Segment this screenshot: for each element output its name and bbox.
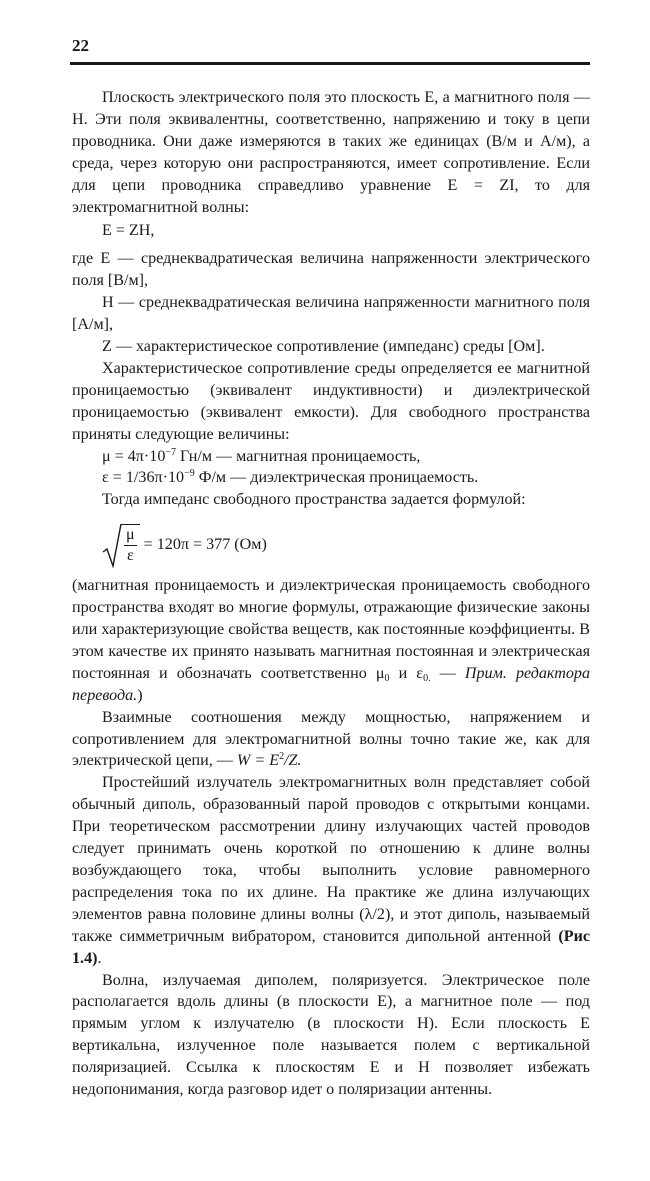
permittivity-label: Ф/м — диэлектрическая проницаемость.: [194, 469, 479, 487]
dipole-end: .: [97, 949, 102, 967]
formula-denominator: ε: [126, 547, 134, 565]
paragraph-editor-note: [72, 575, 590, 706]
power-formula-end: /Z.: [284, 752, 302, 770]
formula-fraction: [121, 524, 140, 566]
permittivity-line: [72, 467, 590, 489]
paragraph-polarization: Волна, излучаемая диполем, поляризуется. Электрическое поле располагается вдоль длины (в плоскости E), а магнитное поле — под прямым углом к излучателю (в плоскости H). Если плоскость E вертикальна, излученное поле называется полем с вертикальной поляризацией. Ссылка к плоскостям E и H позволяет избежать недопонимания, когда разговор идет о поляризации антенны.: [72, 971, 590, 1099]
paragraph-dipole: [72, 772, 590, 969]
paragraph-field-planes: Плоскость электрического поля это плоскость E, а магнитного поля — H. Эти поля эквивалентны, соответственно, напряжению и току в цепи проводника. Они даже измеряются в таких же единицах (В/м и А/м), а среда, через которую они распространяются, имеет сопротивление. Если для цепи проводника справедливо уравнение E = ZI, то для электромагнитной волны:: [72, 89, 590, 216]
editor-note-and: и ε: [389, 664, 424, 682]
mu-subscript: 0: [384, 672, 390, 684]
dipole-text: Простейший излучатель электромагнитных волн представляет собой обычный диполь, образованный парой проводов с открытыми концами. При теоретическом рассмотрении длину излучающих частей проводов следует принимать очень короткой по отношению к длине волны возбуждающего тока, чтобы выполнить условие равномерного распределения тока по их длине. На практике же длина излучающих элементов равна половине длины волны (λ/2), и этот диполь, называемый также симметричным вибратором, становится дипольной антенной: [72, 774, 590, 945]
permeability-line: [72, 446, 590, 468]
editor-note-dash: —: [430, 664, 465, 682]
editor-note-close: ): [137, 686, 143, 704]
paragraph-characteristic-impedance: Характеристическое сопротивление среды определяется ее магнитной проницаемостью (эквивалент индуктивности) и диэлектрической проницаемостью (эквивалент емкости). Для свободного пространства приняты следующие величины:: [72, 359, 590, 443]
impedance-formula: [72, 517, 590, 573]
definition-e: где E — среднеквадратическая величина напряженности электрического поля [В/м],: [72, 250, 590, 290]
formula-numerator: μ: [124, 525, 137, 546]
definition-h: H — среднеквадратическая величина напряженности магнитного поля [А/м],: [72, 294, 590, 334]
permittivity-exponent: −9: [184, 468, 195, 480]
power-relations-text: Взаимные соотношения между мощностью, напряжением и сопротивлением для электромагнитной волны точно такие же, как для электрической цепи, —: [72, 708, 590, 770]
editor-note-attribution: Прим. редактора перевода.: [72, 664, 591, 704]
epsilon-subscript: 0.: [423, 672, 431, 684]
definition-z: Z — характеристическое сопротивление (импеданс) среды [Ом].: [102, 337, 545, 355]
paragraph-impedance-formula-intro: Тогда импеданс свободного пространства задается формулой:: [102, 491, 526, 509]
permittivity-value: ε = 1/36π·10: [102, 469, 185, 487]
formula-result: = 120π = 377 (Ом): [143, 536, 267, 554]
header-rule: [70, 62, 590, 65]
page-body: [72, 87, 590, 1101]
permeability-label: Гн/м — магнитная проницаемость,: [176, 447, 421, 465]
editor-note-text: (магнитная проницаемость и диэлектрическая проницаемость свободного пространства входят во многие формулы, отражающие физические законы или характеризующие свойства веществ, как постоянные коэффициенты. В этом качестве их принято называть магнитная постоянная и электрическая постоянная и обозначать соответственно μ: [72, 577, 590, 682]
page-number: 22: [72, 36, 89, 55]
figure-reference: (Рис 1.4): [72, 927, 590, 967]
equation-e-zh: E = ZH,: [102, 222, 155, 240]
permeability-value: μ = 4π·10: [102, 447, 166, 465]
power-formula: W = E: [236, 752, 280, 770]
paragraph-power-relations: [72, 707, 590, 773]
radical-sign: [102, 522, 122, 568]
permeability-exponent: −7: [165, 446, 177, 458]
power-formula-exponent: 2: [279, 751, 285, 763]
